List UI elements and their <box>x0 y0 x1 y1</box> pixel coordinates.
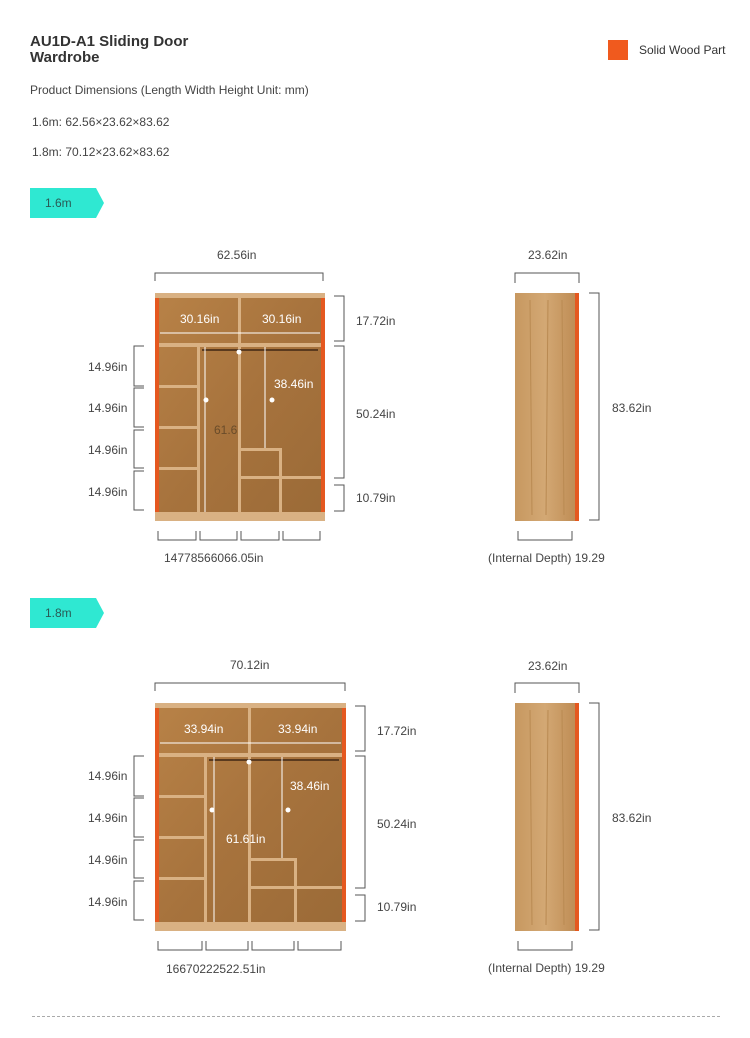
front-wardrobe-1-8m <box>155 703 346 931</box>
half-right-label: 30.16in <box>262 312 302 326</box>
bottom-height-label: 10.79in <box>377 900 417 914</box>
shelf-label-1: 14.96in <box>88 769 128 783</box>
spec-1-8m: 1.8m: 70.12×23.62×83.62 <box>32 145 170 159</box>
long-hang-label: 61.61in <box>226 832 266 846</box>
title-line-1: AU1D-A1 Sliding Door <box>30 33 189 50</box>
top-height-label: 17.72in <box>356 314 396 328</box>
legend <box>608 40 726 60</box>
shelf-label-1: 14.96in <box>88 360 128 374</box>
bottom-widths-label: 16670222522.51in <box>166 962 266 976</box>
diagram-1-6m <box>0 240 750 580</box>
middle-height-label: 50.24in <box>356 407 396 421</box>
side-view-1-6m <box>515 293 579 521</box>
side-view-1-8m <box>515 703 579 931</box>
tag-1-8m <box>30 598 104 628</box>
product-title <box>30 34 188 66</box>
half-left-label: 30.16in <box>180 312 220 326</box>
half-right-label: 33.94in <box>278 722 318 736</box>
shelf-label-4: 14.96in <box>88 485 128 499</box>
shelf-label-2: 14.96in <box>88 401 128 415</box>
title-line-2: Wardrobe <box>30 49 100 66</box>
long-hang-label: 61.6 <box>214 423 238 437</box>
side-height-label: 83.62in <box>612 401 652 415</box>
tag-1-6m <box>30 188 104 218</box>
tag-1-8m-label: 1.8m <box>45 606 72 620</box>
footer-divider <box>32 1016 720 1017</box>
hang-height-label: 38.46in <box>274 377 314 391</box>
shelf-label-2: 14.96in <box>88 811 128 825</box>
diagram-1-8m <box>0 650 750 990</box>
legend-label: Solid Wood Part <box>639 43 726 57</box>
internal-depth-label: (Internal Depth) 19.29 <box>488 551 605 565</box>
width-label: 62.56in <box>217 248 257 262</box>
tag-1-6m-label: 1.6m <box>45 196 72 210</box>
width-label: 70.12in <box>230 658 270 672</box>
middle-height-label: 50.24in <box>377 817 417 831</box>
side-depth-label: 23.62in <box>528 659 568 673</box>
shelf-label-3: 14.96in <box>88 853 128 867</box>
internal-depth-label: (Internal Depth) 19.29 <box>488 961 605 975</box>
side-height-label: 83.62in <box>612 811 652 825</box>
top-height-label: 17.72in <box>377 724 417 738</box>
dimensions-subtitle: Product Dimensions (Length Width Height Unit: mm) <box>30 83 309 97</box>
side-depth-label: 23.62in <box>528 248 568 262</box>
shelf-label-4: 14.96in <box>88 895 128 909</box>
hang-height-label: 38.46in <box>290 779 330 793</box>
bottom-height-label: 10.79in <box>356 491 396 505</box>
bottom-widths-label: 14778566066.05in <box>164 551 264 565</box>
spec-1-6m: 1.6m: 62.56×23.62×83.62 <box>32 115 170 129</box>
half-left-label: 33.94in <box>184 722 224 736</box>
shelf-label-3: 14.96in <box>88 443 128 457</box>
front-wardrobe-1-6m <box>155 293 325 521</box>
solid-wood-swatch <box>608 40 628 60</box>
